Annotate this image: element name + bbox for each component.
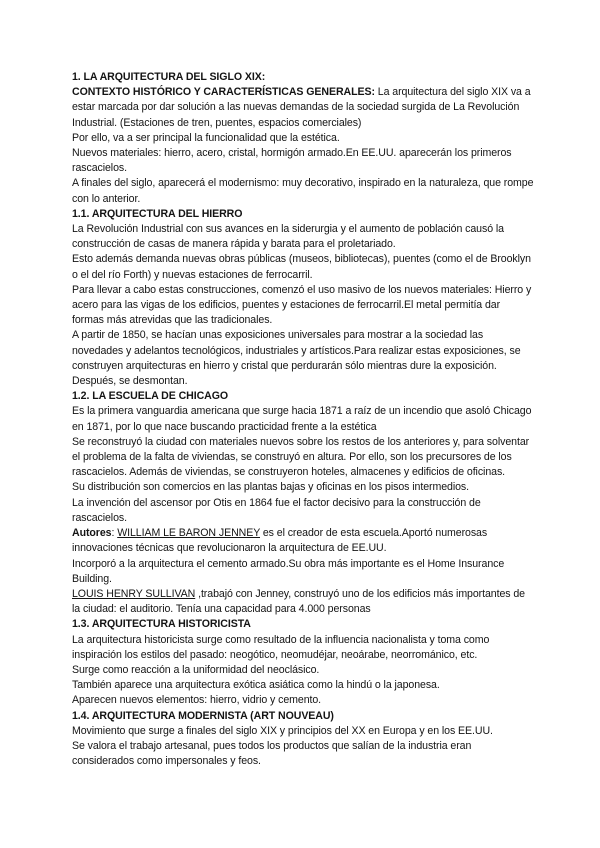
author-sullivan: LOUIS HENRY SULLIVAN (72, 587, 196, 600)
intro-text: La arquitectura del siglo XIX va a estar marcada por dar solución a las nuevas demandas de la sociedad surgida de La Revolución Industrial. (Estaciones de tren, puentes, espacios comerciales) (72, 86, 531, 129)
chicago-paragraph-6: Incorporó a la arquitectura el cemento armado.Su obra más importante es el Home Insurance Building. (72, 557, 505, 585)
chicago-paragraph-2: Se reconstruyó la ciudad con materiales nuevos sobre los restos de los anteriores y, para solventar el problema de la falta de viviendas, se construyó en altura. Por ello, son los precursores de los rascacielos. Además de viviendas, se construyeron hoteles, almacenes y edificios de oficinas. (72, 435, 530, 479)
historicista-paragraph-2: Surge como reacción a la uniformidad del neoclásico. (72, 663, 320, 676)
modernista-paragraph-1: Movimiento que surge a finales del siglo XIX y principios del XX en Europa y en los EE.UU. (72, 724, 493, 737)
section-heading-hierro: 1.1. ARQUITECTURA DEL HIERRO (72, 207, 243, 220)
authors-separator: : (111, 527, 118, 540)
historicista-paragraph-4: Aparecen nuevos elementos: hierro, vidrio y cemento. (72, 694, 322, 707)
chicago-paragraph-4: La invención del ascensor por Otis en 1864 fue el factor decisivo para la construcción de rascacielos. (72, 496, 481, 524)
document-title: 1. LA ARQUITECTURA DEL SIGLO XIX: (72, 71, 266, 83)
modernista-paragraph-2: Se valora el trabajo artesanal, pues todos los productos que salían de la industria eran considerados como impersonales y feos. (72, 739, 472, 768)
chicago-authors-paragraph (72, 526, 534, 556)
section-heading-historicista: 1.3. ARQUITECTURA HISTORICISTA (72, 618, 251, 631)
chicago-sullivan-paragraph (72, 587, 534, 617)
historicista-paragraph-1: La arquitectura historicista surge como resultado de la influencia nacionalista y toma como inspiración los estilos del pasado: neogótico, neomudéjar, neoárabe, neorrománico, etc. (72, 633, 490, 661)
intro-heading: CONTEXTO HISTÓRICO Y CARACTERÍSTICAS GENERALES: (72, 86, 375, 99)
section-heading-chicago: 1.2. LA ESCUELA DE CHICAGO (72, 390, 229, 403)
author-jenney: WILLIAM LE BARON JENNEY (117, 527, 260, 540)
document-page (72, 70, 534, 769)
author-sullivan-text: ,trabajó con Jenney, construyó uno de los edificios más importantes de la ciudad: el auditorio. Tenía una capacidad para 4.000 personas (72, 587, 525, 616)
section-heading-modernista: 1.4. ARQUITECTURA MODERNISTA (ART NOUVEAU) (72, 709, 334, 722)
hierro-paragraph-4: A partir de 1850, se hacían unas exposiciones universales para mostrar a la sociedad las novedades y adelantos tecnológicos, industriales y artísticos.Para realizar estas exposiciones, se construyen arquitecturas en hierro y cristal que perdurarán sólo mientras dure la exposición. Después, se desmontan. (72, 329, 521, 388)
hierro-paragraph-2: Esto además demanda nuevas obras públicas (museos, bibliotecas), puentes (como el de Brooklyn o el del río Forth) y nuevas estaciones de ferrocarril. (72, 253, 531, 281)
hierro-paragraph-3: Para llevar a cabo estas construcciones, comenzó el uso masivo de los nuevos materiales: Hierro y acero para las vigas de los edificios, puentes y estaciones de ferrocarril.El metal permitía dar formas más atrevidas que las tradicionales. (72, 283, 532, 327)
hierro-paragraph-1: La Revolución Industrial con sus avances en la siderurgia y el aumento de población causó la construcción de casas de manera rápida y barata para el proletariado. (72, 223, 504, 251)
authors-label: Autores (72, 527, 112, 540)
intro-paragraph-3: Nuevos materiales: hierro, acero, cristal, hormigón armado.En EE.UU. aparecerán los primeros rascacielos. (72, 147, 512, 175)
author-jenney-text: es el creador de esta escuela.Aportó numerosas innovaciones técnicas que revolucionaron la arquitectura de EE.UU. (72, 527, 488, 555)
intro-paragraph (72, 85, 534, 131)
intro-paragraph-4: A finales del siglo, aparecerá el modernismo: muy decorativo, inspirado en la naturaleza, que rompe con lo anterior. (72, 177, 534, 205)
chicago-paragraph-3: Su distribución son comercios en las plantas bajas y oficinas en los pisos intermedios. (72, 481, 469, 494)
chicago-paragraph-1: Es la primera vanguardia americana que surge hacia 1871 a raíz de un incendio que asoló Chicago en 1871, por lo que nace buscando practicidad frente a la estética (72, 405, 532, 433)
intro-paragraph-2: Por ello, va a ser principal la funcionalidad que la estética. (72, 131, 340, 144)
historicista-paragraph-3: También aparece una arquitectura exótica asiática como la hindú o la japonesa. (72, 679, 440, 692)
